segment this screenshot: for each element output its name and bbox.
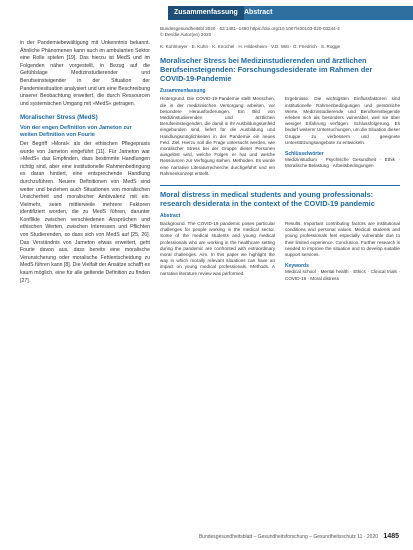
journal-name: Bundesgesundheitsblatt – Gesundheitsforschung – Gesundheitsschutz 11 · 2020 xyxy=(198,534,379,540)
section-heading: Moralischer Stress (MedS) xyxy=(20,114,98,122)
abstract-col-left xyxy=(160,96,275,179)
zusammenfassung-label: Zusammenfassung xyxy=(160,88,206,95)
page-footer xyxy=(199,533,399,540)
abstract-label-en: Abstract xyxy=(160,213,181,220)
divider xyxy=(160,185,400,186)
english-abstract xyxy=(160,221,400,284)
author-list: K. Kuhlmeyer · E. Kuhn · K. Knochel · H. Hildesheim · V.D. Witt · G. Friedrich · S. Rogge xyxy=(160,44,341,50)
page-number: 1485 xyxy=(383,533,399,540)
body-paragraph: Der Begriff »Moral« als der ethischen Pflegepraxis wurde von Jameton eingeführt [11]. Für Jameton war »MedS« das Empfinden, dass bestimmte Handlungen richtig sind, aber eine institutionelle Rahmenbedingung es daran hindert, eine entsprechende Handlung durchzuführen. Neuere Definitionen von MedS sind weiter und beziehen auch Situationen von moralischen Unsicherheit und moralischer Ambivalenz mit ein. Vielmehr, seien mittlerweile mehrere Faktoren identifiziert worden, die zu MedS führen, darunter Konflikte zwischen verschiedenen Ansprüchen und ethischen Werten, zwischen Interessen und Pflichten von Studierenden, so dass sich von MedS auf [25, 26]. Das Verständnis von Jameton etwas erweitert, geht Fourie davon aus, dass bereits eine moralische Verunsicherung oder moralische Fehlentscheidung zu MedS führen kann [8]. Die Vielfalt der Ansätze schafft es kaum möglich, eine für alle geltende Definition zu finden [27]. xyxy=(20,140,150,284)
keywords-label-en: Keywords xyxy=(285,263,309,270)
subsection-heading: Von der engen Definition von Jameton zur weiten Definition von Fourie xyxy=(20,124,132,138)
right-column xyxy=(160,26,400,284)
section-label: Zusammenfassung xyxy=(168,6,244,20)
title-german: Moralischer Stress bei Medizinstudierenden und ärztlichen Berufseinsteigenden: Forschungsdesiderate im Rahmen der COVID-19-Pandemie xyxy=(160,56,373,84)
section-header-bar xyxy=(168,6,413,20)
keywords-en: Medical school · Mental health · Ethics · Clinical trials · COVID-19 · Moral distress xyxy=(285,269,400,281)
abstract-text: Background. The COVID-19 pandemic poses particular challenges for people working in the medical sector. Some of the medical students and young medical professionals who are working in the healthcare setting during the pandemic are confronted with extraordinary moral challenges. Aim. In this paper we highlight the way in which morally relevant situations can have an impact on young medical professionals. Methods. A narrative literature review was performed. xyxy=(160,221,275,276)
title-english: Moral distress in medical students and young professionals: research desiderata in the context of the COVID-19 pandemic xyxy=(160,190,375,209)
abstract-text: Hintergrund. Die COVID-19-Pandemie stellt Menschen, die in der medizinischen Versorgung arbeiten, vor besondere Herausforderungen. Ein Bild von Medizinstudierenden und ärztlichen Berufseinsteigenden, die damit in Ihr Ausbildungsumfeld eingebunden sind, liefert für die Ausbildung und Handlungsmöglichkeiten in der Pandemie ein neues Feld. Ziel. Hierzu soll die Frage untersucht werden, wie moralischer Stress bei der Gruppe dieser Personen ausgelöst wird, welche Folgen er hat und welche Ressourcen zur Verfügung stehen. Methoden. Es wurde eine narrative Literaturrecherche durchgeführt und ein Rahmenkonzept erstellt. xyxy=(160,96,275,176)
abstract-text: Results. Important contributing factors are institutional conditions and personal values. Medical students and young professionals feel especially vulnerable due to their limited experience. Conclusion. Further research is needed to improve the situation and to develop suitable support services. xyxy=(285,221,400,258)
keywords-label-de: Schlüsselwörter xyxy=(285,151,324,158)
abstract-col-right xyxy=(285,221,400,284)
copyright-line: © Der/die Autor(en) 2020 xyxy=(160,32,212,38)
abstract-col-right xyxy=(285,96,400,179)
keywords-de: Medizinstudium · Psychische Gesundheit · Ethik · Moralische Belastung · Arbeitsbedingungen xyxy=(285,157,400,169)
abstract-text: Ergebnisse. Die wichtigsten Einflussfaktoren sind institutionelle Rahmenbedingungen und persönliche Werte. Medizinstudierende und Berufseinsteigende erleben sich als besonders vulnerabel, weil sie über weniger Erfahrung verfügen. Schlussfolgerung. Es bedarf weiterer Untersuchungen, um die Situation dieser Gruppe zu verbessern und geeignete Unterstützungsangebote zu entwickeln. xyxy=(285,96,400,145)
abstract-label: Abstract xyxy=(244,9,273,16)
abstract-col-left xyxy=(160,221,275,284)
citation-line: Bundesgesundheitsbl 2020 · 63:1481–1490 https://doi.org/10.1007/s00103-020-03244-2 xyxy=(160,26,340,31)
left-column xyxy=(20,40,150,288)
german-abstract xyxy=(160,96,400,179)
body-paragraph: in der Pandemiebewältigung mit Unkenntnis bekannt. Ähnliche Phänomenen kann auch im ambulanten Sektor eine Rolle spielen [19]. Das hierzu ist MedS und im Folgenden näher vorgestellt, in Bezug auf die Gefühlslage Medizinstudierender und Berufseinsteigender in der Situation der Pandemiesituation analysiert und um eine Beschreibung unserer Beobachtung erweitert, die durch Ressourcen und systemischen Umgang mit »MedS« getragen. xyxy=(20,40,150,107)
